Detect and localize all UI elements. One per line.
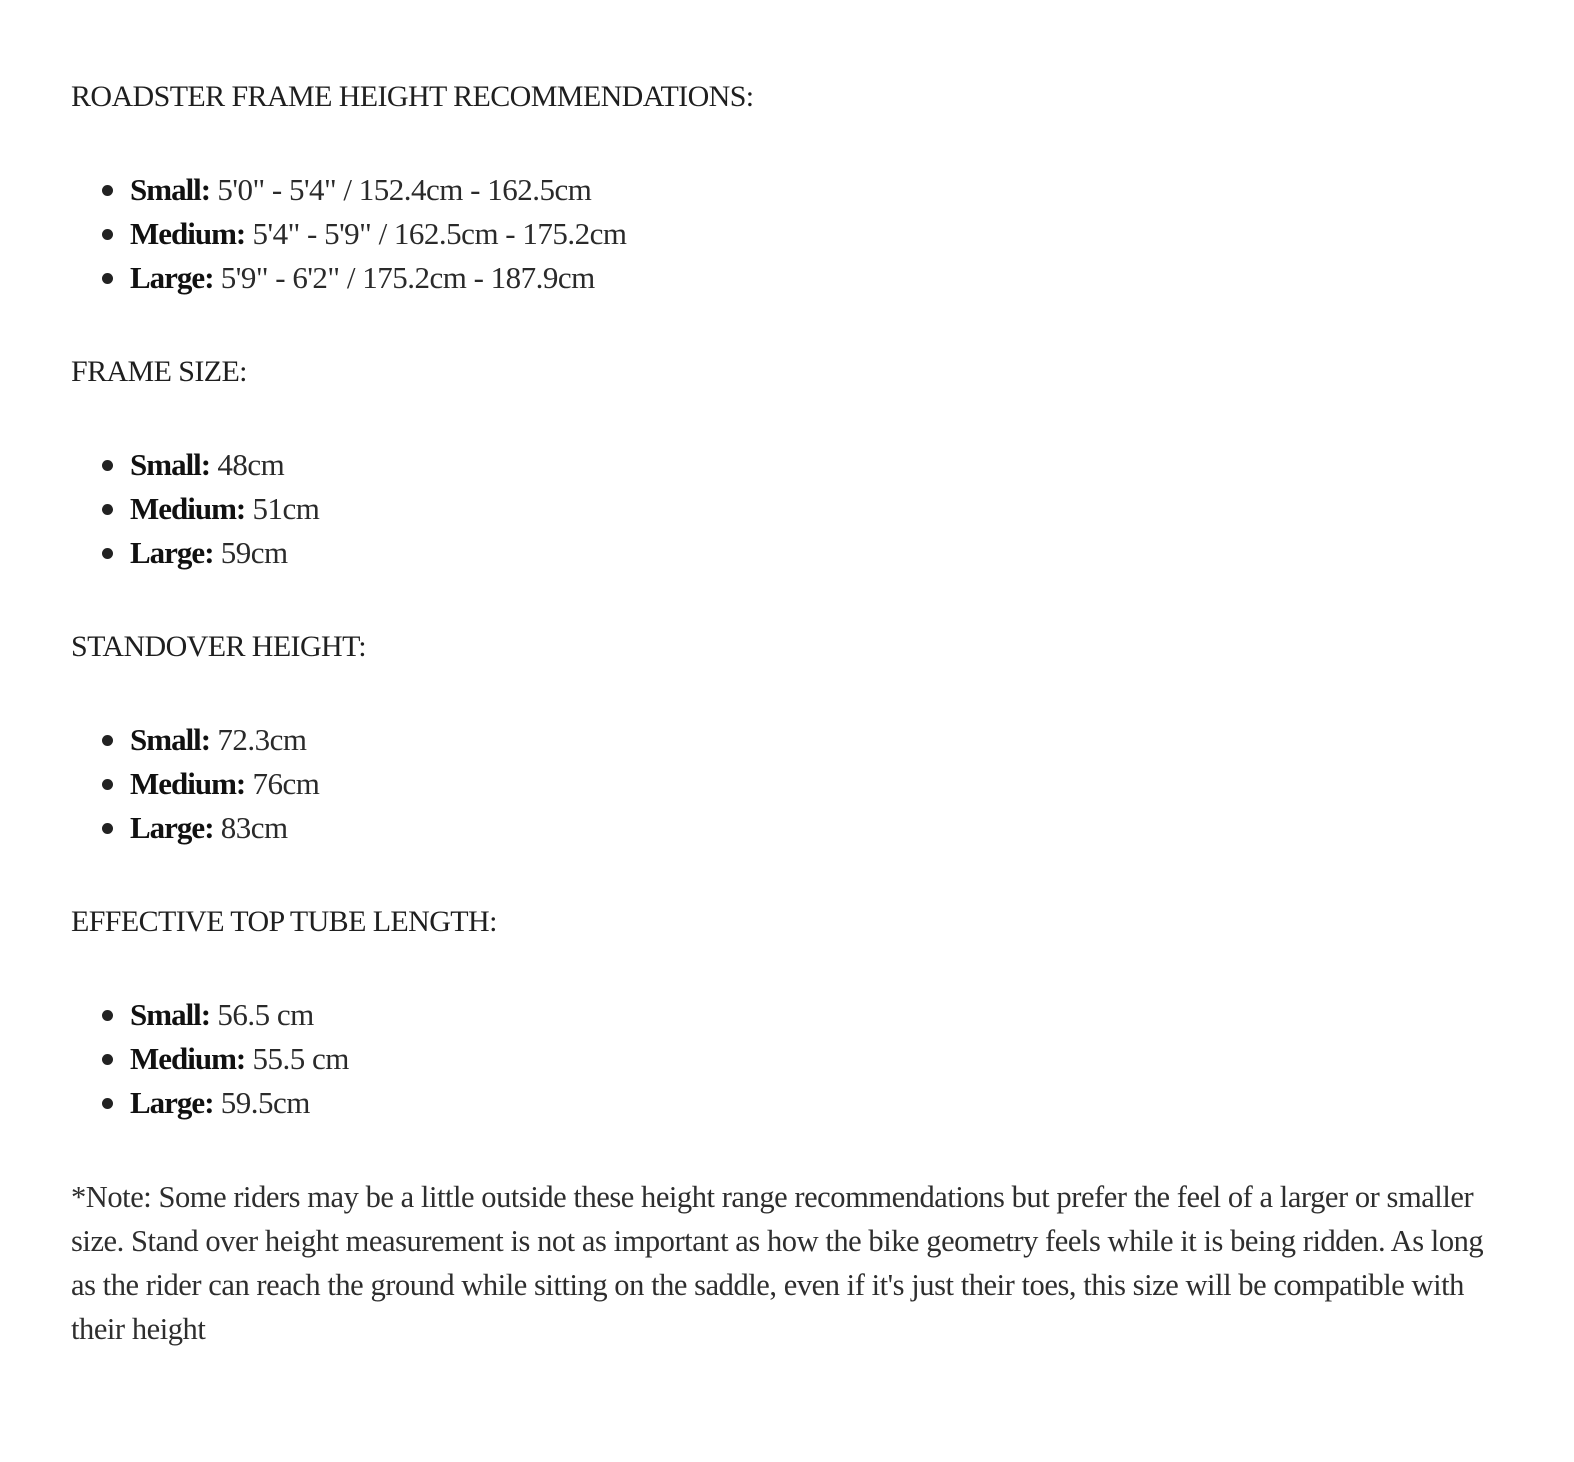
bullet-icon <box>102 1010 113 1021</box>
bullet-icon <box>102 460 113 471</box>
list-item <box>130 212 1491 256</box>
size-value: 56.5 cm <box>210 997 314 1032</box>
size-value: 5'0" - 5'4" / 152.4cm - 162.5cm <box>210 172 592 207</box>
size-label: Medium: <box>130 1041 246 1076</box>
list-item <box>130 993 1491 1037</box>
size-label: Medium: <box>130 491 246 526</box>
size-value: 5'4" - 5'9" / 162.5cm - 175.2cm <box>245 216 627 251</box>
frame-size-section <box>71 350 1491 575</box>
list-item <box>130 806 1491 850</box>
bullet-icon <box>102 273 113 284</box>
size-value: 83cm <box>213 810 288 845</box>
list-item <box>130 1081 1491 1125</box>
size-value: 5'9" - 6'2" / 175.2cm - 187.9cm <box>213 260 595 295</box>
fit-note: *Note: Some riders may be a little outside these height range recommendations but prefer the feel of a larger or smaller size. Stand over height measurement is not as important as how the bike geometry feels while it is being ridden. As long as the rider can reach the ground while sitting on the saddle, even if it's just their toes, this size will be compatible with their height <box>71 1180 1484 1346</box>
list-item <box>130 531 1491 575</box>
list-item <box>130 256 1491 300</box>
section-heading: EFFECTIVE TOP TUBE LENGTH: <box>71 905 497 938</box>
size-value: 48cm <box>210 447 285 482</box>
size-label: Medium: <box>130 216 246 251</box>
list-item <box>130 718 1491 762</box>
bullet-icon <box>102 504 113 515</box>
list-item <box>130 1037 1491 1081</box>
size-label: Small: <box>130 722 211 757</box>
height-recommendations-section <box>71 75 1491 300</box>
frame-size-list <box>71 443 1491 575</box>
height-recommendations-list <box>71 168 1491 300</box>
section-heading: FRAME SIZE: <box>71 355 247 388</box>
standover-height-list <box>71 718 1491 850</box>
size-label: Small: <box>130 997 211 1032</box>
bullet-icon <box>102 735 113 746</box>
top-tube-length-list <box>71 993 1491 1125</box>
bullet-icon <box>102 548 113 559</box>
list-item <box>130 487 1491 531</box>
size-value: 72.3cm <box>210 722 307 757</box>
bullet-icon <box>102 823 113 834</box>
bullet-icon <box>102 1054 113 1065</box>
size-label: Large: <box>130 810 214 845</box>
section-heading: STANDOVER HEIGHT: <box>71 630 367 663</box>
bullet-icon <box>102 229 113 240</box>
top-tube-length-section <box>71 900 1491 1125</box>
standover-height-section <box>71 625 1491 850</box>
section-heading: ROADSTER FRAME HEIGHT RECOMMENDATIONS: <box>71 80 754 113</box>
size-label: Large: <box>130 535 214 570</box>
size-value: 51cm <box>245 491 320 526</box>
size-label: Medium: <box>130 766 246 801</box>
bullet-icon <box>102 1098 113 1109</box>
size-value: 59cm <box>213 535 288 570</box>
list-item <box>130 168 1491 212</box>
size-label: Small: <box>130 172 211 207</box>
bullet-icon <box>102 779 113 790</box>
size-value: 76cm <box>245 766 320 801</box>
list-item <box>130 762 1491 806</box>
size-label: Small: <box>130 447 211 482</box>
size-value: 55.5 cm <box>245 1041 349 1076</box>
list-item <box>130 443 1491 487</box>
size-label: Large: <box>130 260 214 295</box>
size-guide-content <box>71 75 1491 1351</box>
size-label: Large: <box>130 1085 214 1120</box>
bullet-icon <box>102 185 113 196</box>
size-value: 59.5cm <box>213 1085 310 1120</box>
